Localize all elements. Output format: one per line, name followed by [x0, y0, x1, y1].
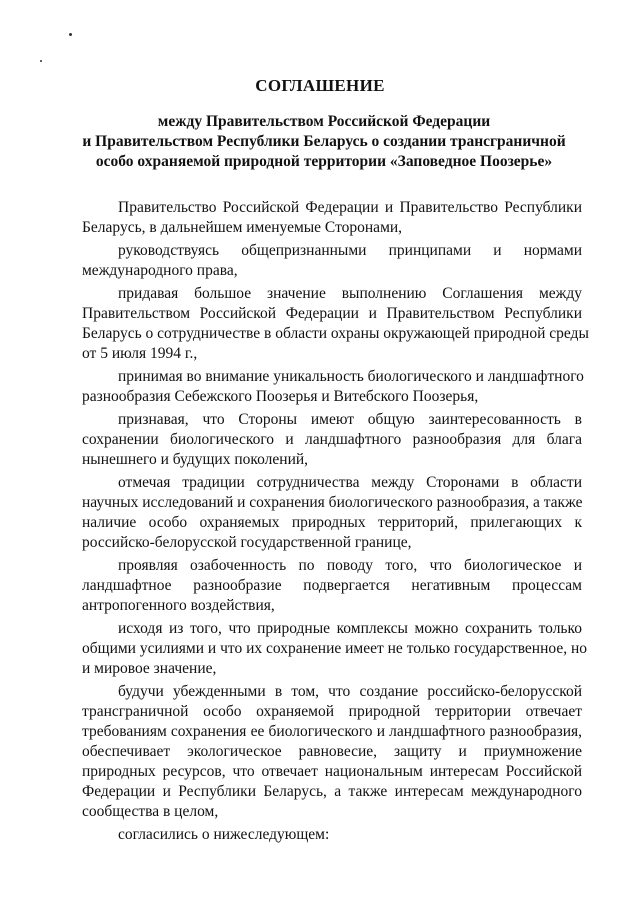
text-line: исходя из того, что природные комплексы можно сохранить только	[118, 620, 582, 637]
subtitle-line: и Правительством Республики Беларусь о создании трансграничной	[82, 133, 566, 150]
text-line: придавая большое значение выполнению Соглашения между	[118, 285, 582, 302]
document-title: СОГЛАШЕНИЕ	[255, 76, 385, 95]
text-line: разнообразия Себежского Поозерья и Витебского Поозерья,	[82, 388, 479, 405]
text-line: наличие особо охраняемых природных территорий, прилегающих к	[82, 514, 582, 531]
text-line: Правительством Российской Федерации и Правительством Республики	[82, 305, 582, 322]
text-line: проявляя озабоченность по поводу того, что биологическое и	[118, 557, 582, 574]
paragraph	[82, 410, 582, 470]
text-line: Федерации и Республики Беларусь, а также интересам международного	[82, 783, 582, 800]
text-line: Беларусь, в дальнейшем именуемые Сторонами,	[82, 219, 403, 236]
paragraph	[82, 284, 589, 364]
text-line: нынешнего и будущих поколений,	[82, 451, 309, 468]
text-line: Беларусь о сотрудничестве в области охраны окружающей природной среды	[82, 325, 589, 342]
subtitle-line: между Правительством Российской Федерации	[157, 113, 491, 130]
paragraph	[82, 367, 582, 407]
text-line: научных исследований и сохранения биологического разнообразия, а также	[82, 494, 583, 511]
paragraph	[82, 682, 582, 822]
text-line: обеспечивает экологическое равновесие, защиту и приумножение	[82, 743, 582, 760]
scan-speck	[40, 60, 42, 62]
text-line: природных ресурсов, что отвечает национальным интересам Российской	[82, 763, 582, 780]
paragraph	[82, 473, 582, 553]
text-line: принимая во внимание уникальность биологического и ландшафтного	[118, 368, 584, 385]
paragraph	[82, 556, 582, 616]
scan-speck	[69, 33, 72, 36]
text-line: общими усилиями и что их сохранение имеет не только государственное, но	[82, 640, 588, 657]
text-line: и мировое значение,	[82, 660, 217, 677]
paragraph	[82, 825, 582, 845]
text-line: международного права,	[82, 262, 238, 279]
document-subtitle	[60, 112, 588, 172]
text-line: российско-белорусской государственной границе,	[82, 534, 412, 551]
text-line: Правительство Российской Федерации и Правительство Республики	[118, 199, 582, 216]
text-line: отмечая традиции сотрудничества между Сторонами в области	[118, 474, 582, 491]
document-body	[82, 198, 589, 848]
text-line: требованиям сохранения ее биологического и ландшафтного разнообразия,	[82, 723, 582, 740]
text-line: от 5 июля 1994 г.,	[82, 345, 198, 362]
subtitle-line: особо охраняемой природной территории «Заповедное Поозерье»	[95, 153, 553, 170]
text-line: руководствуясь общепризнанными принципами и нормами	[118, 242, 582, 259]
text-line: будучи убежденными в том, что создание российско-белорусской	[118, 683, 582, 700]
text-line: ландшафтное разнообразие подвергается негативным процессам	[82, 577, 582, 594]
paragraph	[82, 619, 588, 679]
text-line: согласились о нижеследующем:	[118, 826, 330, 843]
paragraph	[82, 241, 582, 281]
text-line: сохранении биологического и ландшафтного разнообразия для блага	[82, 431, 582, 448]
text-line: признавая, что Стороны имеют общую заинтересованность в	[118, 411, 582, 428]
text-line: антропогенного воздействия,	[82, 597, 275, 614]
text-line: сообщества в целом,	[82, 803, 219, 820]
paragraph	[82, 198, 582, 238]
text-line: трансграничной особо охраняемой природной территории отвечает	[82, 703, 582, 720]
